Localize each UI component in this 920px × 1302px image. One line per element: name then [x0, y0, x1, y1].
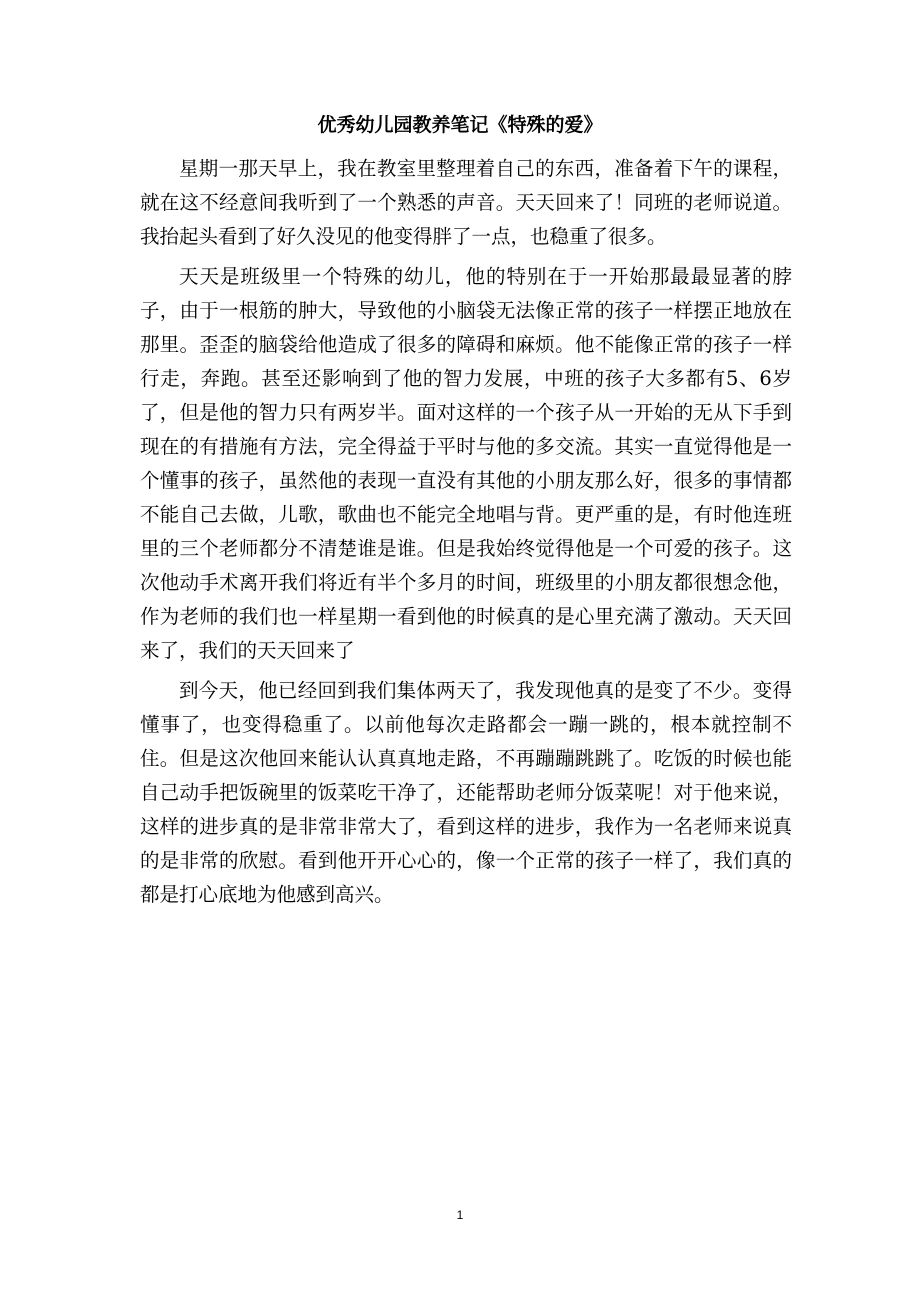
paragraph-3: 到今天，他已经回到我们集体两天了，我发现他真的是变了不少。变得懂事了，也变得稳重了。以前他每次走路都会一蹦一跳的，根本就控制不住。但是这次他回来能认认真真地走路，不再蹦蹦跳跳了。吃饭的时候也能自己动手把饭碗里的饭菜吃干净了，还能帮助老师分饭菜呢！对于他来说，这样的进步真的是非常非常大了，看到这样的进步，我作为一名老师来说真的是非常的欣慰。看到他开开心心的，像一个正常的孩子一样了，我们真的都是打心底地为他感到高兴。 [140, 679, 792, 906]
paragraph-2: 天天是班级里一个特殊的幼儿，他的特别在于一开始那最最显著的脖子，由于一根筋的肿大，导致他的小脑袋无法像正常的孩子一样摆正地放在那里。歪歪的脑袋给他造成了很多的障碍和麻烦。他不能像正常的孩子一样行走，奔跑。甚至还影响到了他的智力发展，中班的孩子大多都有5、6岁了，但是他的智力只有两岁半。面对这样的一个孩子从一开始的无从下手到现在的有措施有方法，完全得益于平时与他的多交流。其实一直觉得他是一个懂事的孩子，虽然他的表现一直没有其他的小朋友那么好，很多的事情都不能自己去做，儿歌，歌曲也不能完全地唱与背。更严重的是，有时他连班里的三个老师都分不清楚谁是谁。但是我始终觉得他是一个可爱的孩子。这次他动手术离开我们将近有半个多月的时间，班级里的小朋友都很想念他，作为老师的我们也一样星期一看到他的时候真的是心里充满了激动。天天回来了，我们的天天回来了 [140, 265, 792, 662]
document-title: 优秀幼儿园教养笔记《特殊的爱》 [317, 114, 603, 136]
page-number: 1 [456, 1208, 464, 1222]
paragraph-1: 星期一那天早上，我在教室里整理着自己的东西，准备着下午的课程，就在这不经意间我听到了一个熟悉的声音。天天回来了！同班的老师说道。我抬起头看到了好久没见的他变得胖了一点，也稳重了很多。 [140, 157, 792, 248]
document-body [140, 152, 792, 918]
